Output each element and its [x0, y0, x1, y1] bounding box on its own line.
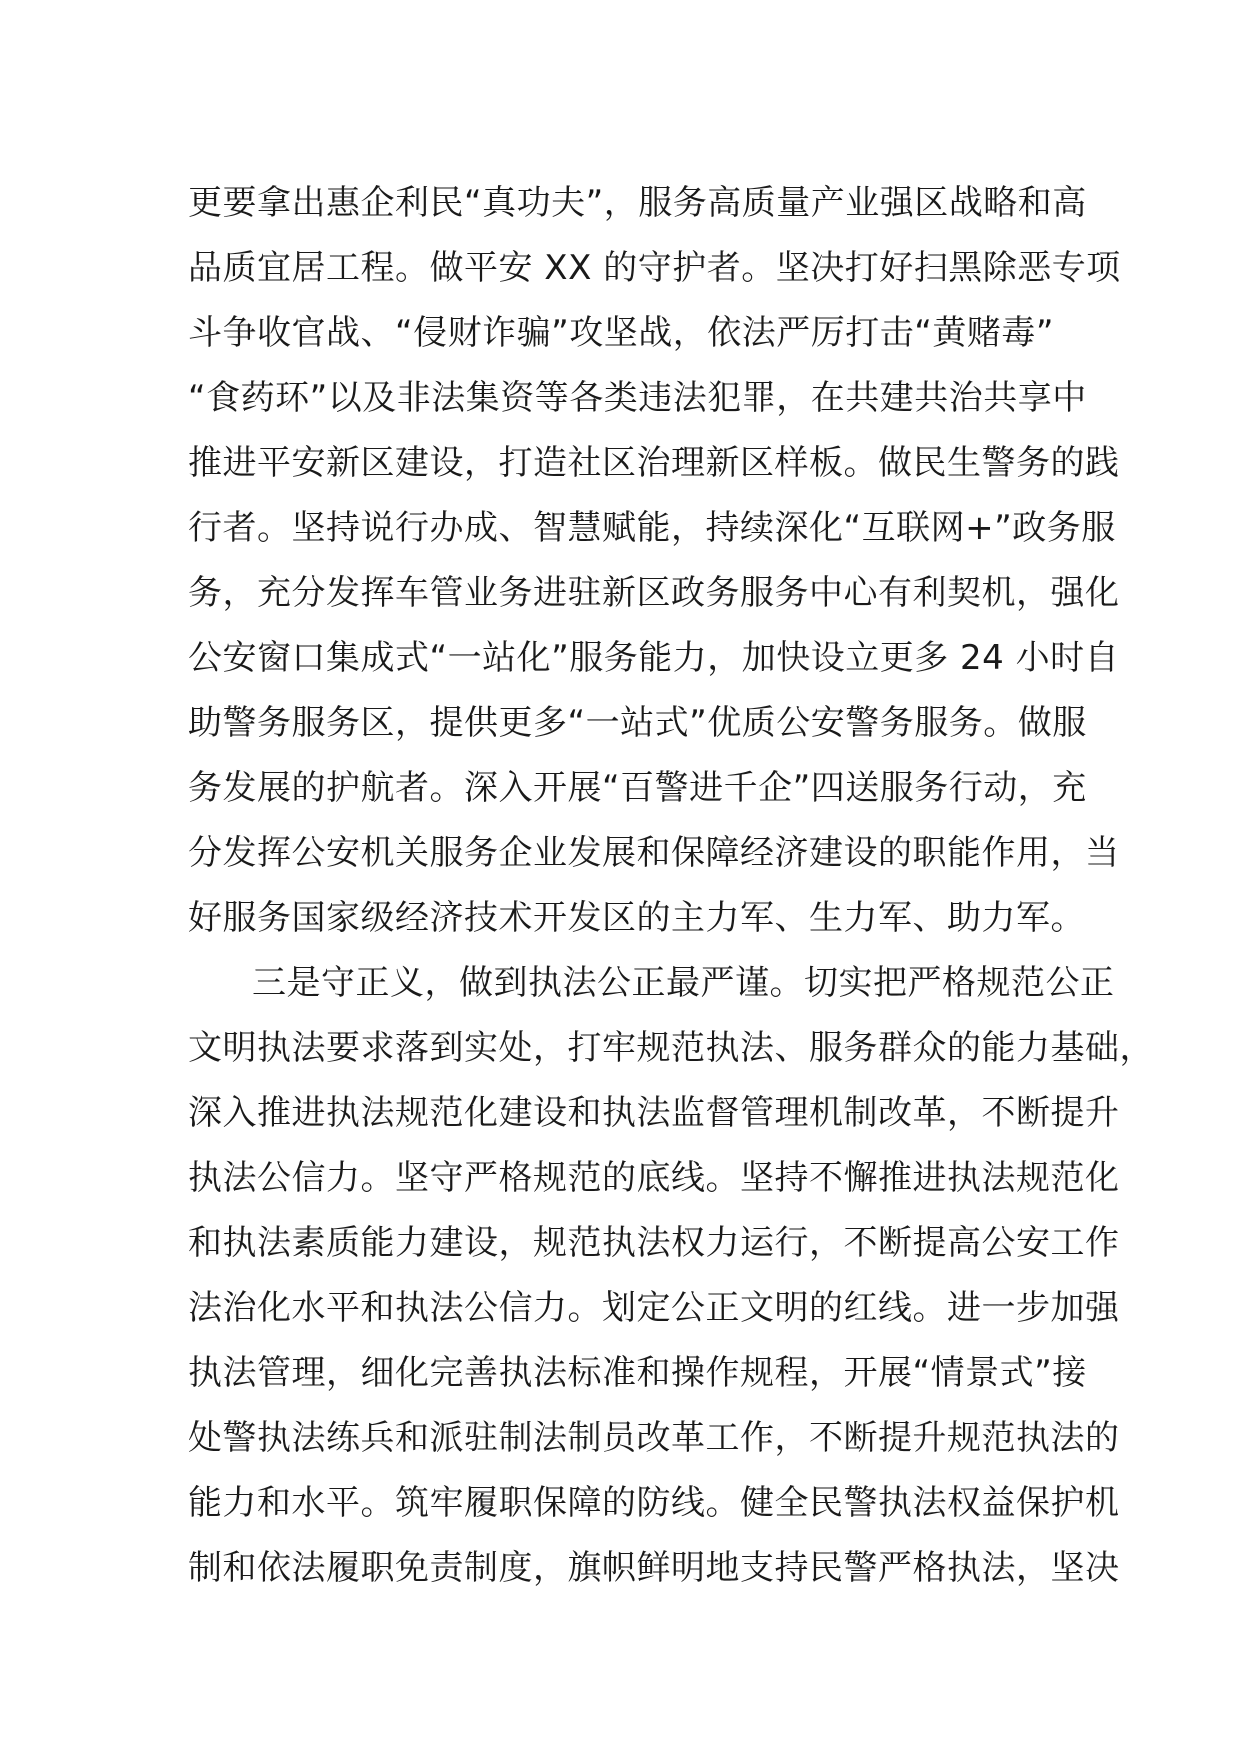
text-line: 品质宜居工程。做平安 XX 的守护者。坚决打好扫黑除恶专项: [188, 248, 1121, 288]
text-line: 制和依法履职免责制度，旗帜鲜明地支持民警严格执法，坚决: [188, 1548, 1120, 1588]
text-line: 行者。坚持说行办成、智慧赋能，持续深化“互联网+”政务服: [188, 508, 1116, 548]
text-line: 法治化水平和执法公信力。划定公正文明的红线。进一步加强: [188, 1288, 1120, 1328]
text-line: 分发挥公安机关服务企业发展和保障经济建设的职能作用，当: [188, 833, 1120, 873]
text-line: 执法管理，细化完善执法标准和操作规程，开展“情景式”接: [188, 1353, 1087, 1393]
text-line: 助警务服务区，提供更多“一站式”优质公安警务服务。做服: [188, 703, 1087, 743]
text-line: 斗争收官战、“侵财诈骗”攻坚战，依法严厉打击“黄赌毒”: [188, 313, 1054, 353]
text-line: 和执法素质能力建设，规范执法权力运行，不断提高公安工作: [188, 1223, 1120, 1263]
body-text: [188, 171, 1154, 1601]
text-line: “食药环”以及非法集资等各类违法犯罪，在共建共治共享中: [188, 378, 1087, 418]
text-line: 处警执法练兵和派驻制法制员改革工作，不断提升规范执法的: [188, 1418, 1120, 1458]
text-line: 深入推进执法规范化建设和执法监督管理机制改革，不断提升: [188, 1093, 1120, 1133]
text-line: 能力和水平。筑牢履职保障的防线。健全民警执法权益保护机: [188, 1483, 1120, 1523]
text-line: 好服务国家级经济技术开发区的主力军、生力军、助力军。: [188, 898, 1085, 938]
paragraph-start-line: 三是守正义，做到执法公正最严谨。切实把严格规范公正: [252, 963, 1115, 1003]
text-line: 推进平安新区建设，打造社区治理新区样板。做民生警务的践: [188, 443, 1120, 483]
text-line: 执法公信力。坚守严格规范的底线。坚持不懈推进执法规范化: [188, 1158, 1120, 1198]
text-line: 文明执法要求落到实处，打牢规范执法、服务群众的能力基础，: [188, 1028, 1154, 1068]
text-line: 务，充分发挥车管业务进驻新区政务服务中心有利契机，强化: [188, 573, 1120, 613]
text-line: 务发展的护航者。深入开展“百警进千企”四送服务行动，充: [188, 768, 1087, 808]
text-line: 公安窗口集成式“一站化”服务能力，加快设立更多 24 小时自: [188, 638, 1120, 678]
text-line: 更要拿出惠企利民“真功夫”，服务高质量产业强区战略和高: [188, 183, 1087, 223]
